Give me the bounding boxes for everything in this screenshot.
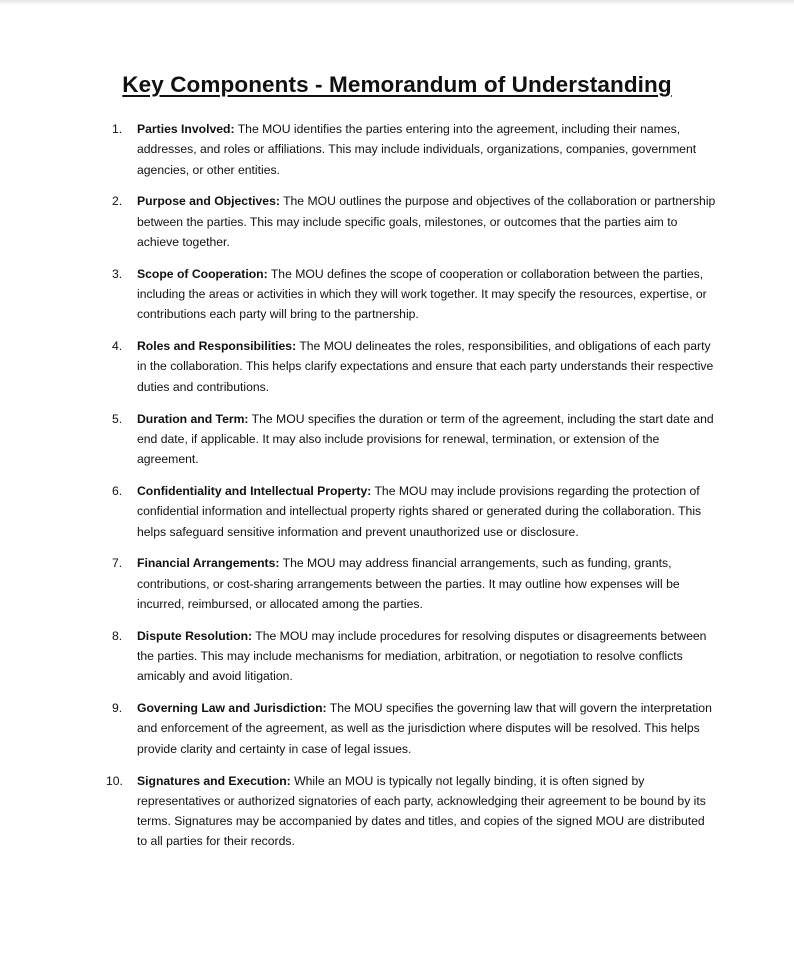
item-text: While an MOU is typically not legally binding, it is often signed by representatives or authorized signatories of each party, acknowledging their agreement to be bound by its terms. Signatures may be accompanied by dates and titles, and copies of the signed MOU are distributed to all parties for their records. bbox=[137, 773, 706, 849]
item-text: The MOU may include procedures for resolving disputes or disagreements between the parties. This may include mechanisms for mediation, arbitration, or negotiation to resolve conflicts amicably and avoid litigation. bbox=[137, 628, 707, 684]
key-components-list bbox=[106, 119, 718, 863]
item-number: 10. bbox=[106, 773, 123, 788]
item-term: Dispute Resolution: bbox=[137, 628, 253, 643]
item-text: The MOU specifies the governing law that will govern the interpretation and enforcement of the agreement, as well as the jurisdiction where disputes will be resolved. This helps provide clarity and certainty in case of legal issues. bbox=[137, 701, 712, 756]
list-item bbox=[106, 771, 718, 852]
item-number: 9. bbox=[112, 701, 123, 716]
item-number: 1. bbox=[112, 122, 123, 136]
item-number: 7. bbox=[112, 556, 123, 571]
item-term: Parties Involved: bbox=[137, 122, 235, 136]
list-item bbox=[106, 191, 718, 252]
list-item bbox=[106, 481, 718, 542]
item-term: Signatures and Execution: bbox=[137, 773, 291, 788]
list-item bbox=[106, 698, 718, 759]
item-term: Governing Law and Jurisdiction: bbox=[137, 701, 327, 716]
item-term: Scope of Cooperation: bbox=[137, 266, 268, 281]
item-text: The MOU specifies the duration or term of the agreement, including the start date and end date, if applicable. It may also include provisions for renewal, termination, or extension of the agreement. bbox=[137, 411, 714, 467]
item-text: The MOU may address financial arrangements, such as funding, grants, contributions, or cost-sharing arrangements between the parties. It may outline how expenses will be incurred, reimbursed, or allocated among the parties. bbox=[137, 556, 680, 611]
list-item bbox=[106, 336, 718, 397]
item-term: Confidentiality and Intellectual Property: bbox=[137, 483, 372, 498]
item-number: 5. bbox=[112, 411, 123, 426]
item-text: The MOU defines the scope of cooperation or collaboration between the parties, including the areas or activities in which they will work together. It may specify the resources, expertise, or contributions each party will bring to the partnership. bbox=[137, 266, 707, 322]
item-number: 8. bbox=[112, 628, 123, 643]
list-item bbox=[106, 626, 718, 687]
document-title: Key Components - Memorandum of Understanding bbox=[122, 72, 672, 97]
list-item bbox=[106, 119, 718, 180]
item-text: The MOU outlines the purpose and objectives of the collaboration or partnership between the parties. This may include specific goals, milestones, or outcomes that the parties aim to achieve together. bbox=[137, 194, 716, 249]
list-item bbox=[106, 553, 718, 614]
list-item bbox=[106, 264, 718, 325]
item-term: Roles and Responsibilities: bbox=[137, 339, 297, 354]
item-number: 6. bbox=[112, 483, 123, 498]
item-number: 4. bbox=[112, 339, 123, 354]
list-item bbox=[106, 409, 718, 470]
item-term: Duration and Term: bbox=[137, 411, 249, 426]
item-text: The MOU delineates the roles, responsibilities, and obligations of each party in the collaboration. This helps clarify expectations and ensure that each party understands their respective duties and contributions. bbox=[137, 339, 714, 394]
item-term: Financial Arrangements: bbox=[137, 556, 280, 571]
item-number: 3. bbox=[112, 266, 123, 281]
item-number: 2. bbox=[112, 194, 123, 209]
item-text: The MOU may include provisions regarding the protection of confidential information and intellectual property rights shared or generated during the collaboration. This helps safeguard sensitive information and prevent unauthorized use or disclosure. bbox=[137, 483, 702, 539]
item-text: The MOU identifies the parties entering into the agreement, including their names, addresses, and roles or affiliations. This may include individuals, organizations, companies, government agencies, or other entities. bbox=[137, 122, 697, 177]
item-term: Purpose and Objectives: bbox=[137, 194, 280, 209]
